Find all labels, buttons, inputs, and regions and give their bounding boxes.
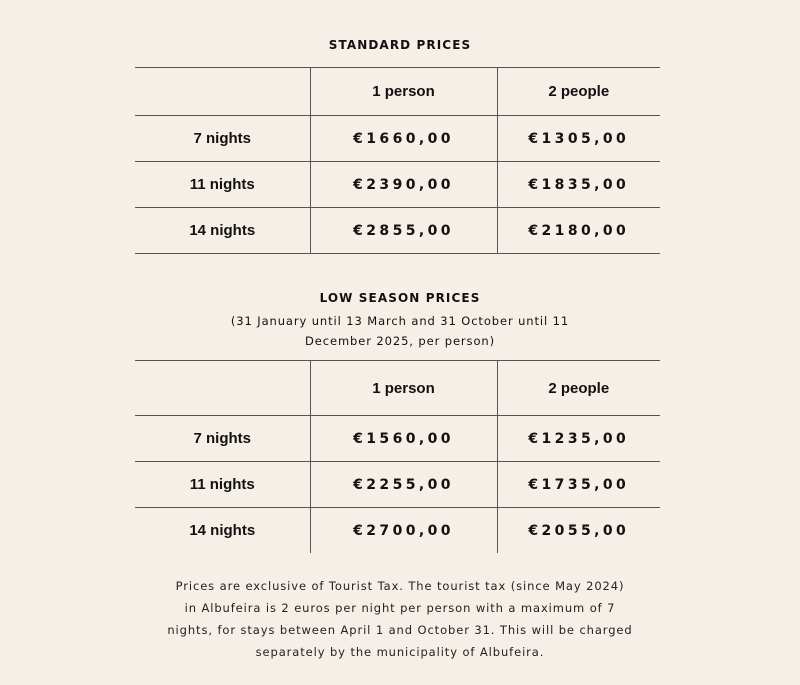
header-cell-2-people: 2 people (497, 68, 660, 116)
header-cell-1-person: 1 person (310, 68, 497, 116)
price-2-people: €2055,00 (497, 508, 660, 554)
low-season-prices-table (135, 360, 660, 553)
price-1-person: €2700,00 (310, 508, 497, 554)
header-cell-empty (135, 68, 310, 116)
low-season-subtitle-line2: December 2025, per person) (305, 334, 495, 348)
table-header-row (135, 68, 660, 116)
row-label: 11 nights (135, 162, 310, 208)
note-line: nights, for stays between April 1 and October 31. This will be charged (167, 623, 633, 637)
low-season-subtitle-line1: (31 January until 13 March and 31 October until 11 (230, 314, 570, 328)
note-line: Prices are exclusive of Tourist Tax. The tourist tax (since May 2024) (175, 579, 625, 593)
price-1-person: €2255,00 (310, 462, 497, 508)
low-season-prices-title: LOW SEASON PRICES (319, 291, 481, 305)
row-label: 7 nights (135, 416, 310, 462)
price-2-people: €2180,00 (497, 208, 660, 254)
note-line: separately by the municipality of Albufeira. (255, 645, 545, 659)
price-2-people: €1835,00 (497, 162, 660, 208)
table-row (135, 508, 660, 554)
price-2-people: €1235,00 (497, 416, 660, 462)
row-label: 11 nights (135, 462, 310, 508)
header-cell-1-person: 1 person (310, 361, 497, 416)
price-2-people: €1735,00 (497, 462, 660, 508)
row-label: 14 nights (135, 508, 310, 554)
table-row (135, 116, 660, 162)
tourist-tax-note (130, 575, 670, 663)
price-1-person: €2390,00 (310, 162, 497, 208)
price-1-person: €1660,00 (310, 116, 497, 162)
price-1-person: €1560,00 (310, 416, 497, 462)
table-row (135, 462, 660, 508)
header-cell-2-people: 2 people (497, 361, 660, 416)
standard-prices-table (135, 67, 660, 254)
table-header-row (135, 361, 660, 416)
table-row (135, 416, 660, 462)
price-1-person: €2855,00 (310, 208, 497, 254)
table-row (135, 208, 660, 254)
standard-prices-title: STANDARD PRICES (328, 38, 472, 52)
row-label: 14 nights (135, 208, 310, 254)
row-label: 7 nights (135, 116, 310, 162)
note-line: in Albufeira is 2 euros per night per person with a maximum of 7 (184, 601, 616, 615)
table-row (135, 162, 660, 208)
price-2-people: €1305,00 (497, 116, 660, 162)
header-cell-empty (135, 361, 310, 416)
